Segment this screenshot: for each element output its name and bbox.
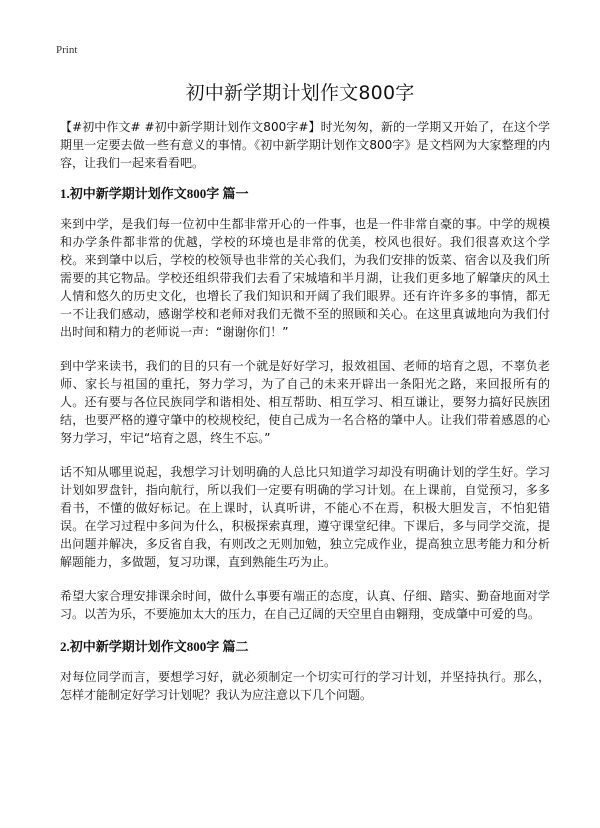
page-title: 初中新学期计划作文800字	[185, 82, 415, 104]
print-link[interactable]: Print	[56, 44, 78, 56]
section-1-paragraph-2: 到中学来读书，我们的目的只有一个就是好好学习，报效祖国、老师的培育之恩，不辜负老师、家长与祖国的重托，努力学习，为了自己的未来开辟出一条阳光之路，来回报所有的人。还有要与各位民族同学和谐相处、相互帮助、相互学习、相互谦让，要努力搞好民族团结，也要严格的遵守肇中的校规校纪，使自己成为一名合格的肇中人。让我们带着感恩的心努力学习，牢记“培育之恩，终生不忘。”	[60, 359, 550, 445]
section-heading-2: 2.初中新学期计划作文800字 篇二	[60, 639, 249, 654]
section-1-paragraph-4: 希望大家合理安排课余时间，做什么事要有端正的态度，认真、仔细、踏实、勤奋地面对学习。以苦为乐，不要施加太大的压力，在自己辽阔的天空里自由翱翔，变成肇中可爱的鸟。	[60, 589, 550, 621]
section-1-paragraph-1: 来到中学，是我们每一位初中生都非常开心的一件事，也是一件非常自豪的事。中学的规模和办学条件都非常的优越，学校的环境也是非常的优美，校风也很好。我们很喜欢这个学校。来到肇中以后，学校的校领导也非常的关心我们，为我们安排的饭菜、宿舍以及我们所需要的其它物品。学校还组织带我们去看了宋城墙和半月湖，让我们更多地了解肇庆的风土人情和悠久的历史文化，也增长了我们知识和开阔了我们眼界。还有许许多多的事情，都无一不让我们感动，感谢学校和老师对我们无微不至的照顾和关心。在这里真诚地向为我们付出时间和精力的老师说一声：“谢谢你们！”	[60, 217, 550, 339]
section-heading-1: 1.初中新学期计划作文800字 篇一	[60, 186, 249, 201]
intro-paragraph: 【#初中作文# #初中新学期计划作文800字#】时光匆匆，新的一学期又开始了，在这个学期里一定要去做一些有意义的事情。《初中新学期计划作文800字》是文档网为大家整理的内容，让我们一起来看看吧。	[60, 120, 550, 170]
section-2-paragraph-1: 对每位同学而言，要想学习好，就必须制定一个切实可行的学习计划，并坚持执行。那么，怎样才能制定好学习计划呢？我认为应注意以下几个问题。	[60, 670, 550, 702]
article-body	[60, 118, 550, 720]
section-1-paragraph-3: 话不知从哪里说起，我想学习计划明确的人总比只知道学习却没有明确计划的学生好。学习计划如罗盘针，指向航行，所以我们一定要有明确的学习计划。在上课前，自觉预习，多多看书，不懂的做好标记。在上课时，认真听讲，不能心不在焉，积极大胆发言，不怕犯错误。在学习过程中多问为什么，积极探索真理，遵守课堂纪律。下课后，多与同学交流，提出问题并解决，多反省自我，有则改之无则加勉，独立完成作业，提高独立思考能力和分析解题能力，多做题，复习功课，直到熟能生巧为止。	[60, 465, 550, 569]
